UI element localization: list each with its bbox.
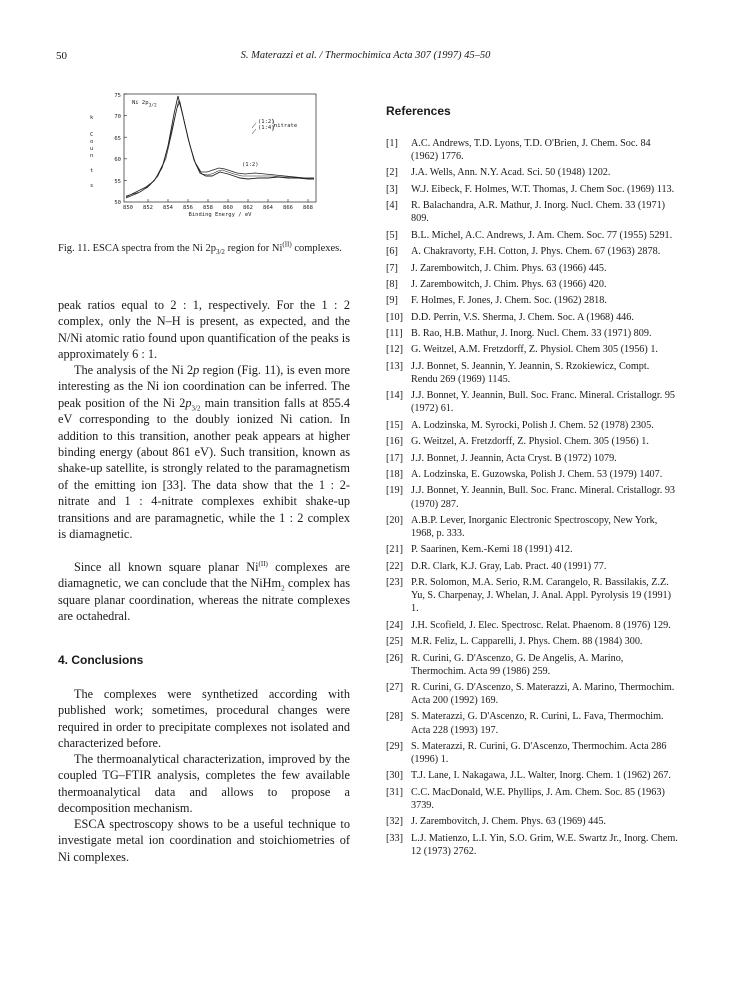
x-tick-label: 852 — [143, 205, 153, 211]
reference-item — [386, 786, 678, 812]
x-tick-label: 850 — [123, 205, 133, 211]
reference-text: G. Weitzel, A. Fretzdorff, Z. Physiol. Chem. 305 (1956) 1. — [411, 436, 649, 448]
reference-number: [6] — [386, 246, 398, 258]
reference-text: J.H. Scofield, J. Elec. Spectrosc. Relat. Phaenom. 8 (1976) 129. — [411, 619, 671, 631]
reference-text: A. Lodzinska, M. Syrocki, Polish J. Chem. 52 (1978) 2305. — [411, 419, 654, 431]
reference-number: [15] — [386, 419, 403, 431]
reference-text: A.B.P. Lever, Inorganic Electronic Spectroscopy, New York, 1968, p. 333. — [411, 514, 658, 539]
y-label-char: t — [90, 168, 94, 174]
reference-text: B. Rao, H.B. Mathur, J. Inorg. Nucl. Chem. 33 (1971) 809. — [411, 328, 652, 340]
reference-item — [386, 311, 678, 324]
reference-number: [14] — [386, 390, 403, 402]
reference-text: L.J. Matienzo, L.I. Yin, S.O. Grim, W.E. Swartz Jr., Inorg. Chem. 12 (1973) 2762. — [411, 832, 678, 857]
x-tick-label: 866 — [283, 205, 293, 211]
y-tick-marks — [124, 94, 127, 180]
running-title: S. Materazzi et al. / Thermochimica Acta 307 (1997) 45–50 — [240, 50, 491, 61]
reference-item — [386, 652, 678, 678]
reference-item — [386, 832, 678, 858]
legend-label-a: (1:2) — [258, 119, 275, 125]
reference-number: [16] — [386, 436, 403, 448]
reference-item — [386, 560, 678, 573]
reference-number: [29] — [386, 740, 403, 752]
section-title: 4. Conclusions — [58, 653, 144, 667]
body-paragraph: The analysis of the Ni 2p region (Fig. 11), is even more interesting as the Ni ion coordination can be inferred. The peak position of the Ni $2p_{3/2}$ main transition falls at 855.4 eV corresponding to the doubly ionized Ni cation. In addition to this transition, another peak appears at higher binding energy (about 861 eV). Such transition, known as shake-up satellite, is strongly related to the paramagnetism of the emitting ion [33]. The data show that the 1 : 2-nitrate and 1 : 4-nitrate complexes exhibit shake-up transitions and are paramagnetic, while the 1 : 2 complex is diamagnetic. — [58, 363, 350, 542]
reference-number: [30] — [386, 770, 403, 782]
y-label-char: k — [90, 115, 94, 121]
x-ticks — [123, 205, 313, 211]
y-tick-label: 75 — [114, 93, 121, 99]
reference-number: [7] — [386, 262, 398, 274]
reference-item — [386, 278, 678, 291]
reference-number: [12] — [386, 344, 403, 356]
reference-item — [386, 468, 678, 481]
x-tick-label: 864 — [263, 205, 273, 211]
y-tick-label: 60 — [114, 157, 121, 163]
reference-item — [386, 245, 678, 258]
peak-label — [132, 100, 157, 109]
x-tick-label: 862 — [243, 205, 253, 211]
reference-list — [386, 137, 678, 861]
reference-number: [10] — [386, 311, 403, 323]
reference-item — [386, 343, 678, 356]
reference-item — [386, 294, 678, 307]
body-paragraph: ESCA spectroscopy shows to be a useful technique to investigate metal ion coordination and stoichiometries of Ni complexes. — [58, 817, 350, 864]
reference-number: [2] — [386, 167, 398, 179]
peak-label-main: Ni 2p — [132, 100, 149, 106]
reference-number: [23] — [386, 577, 403, 589]
reference-text: J. Zarembovitch, J. Chem. Phys. 63 (1969) 445. — [411, 816, 606, 828]
body-paragraph: peak ratios equal to 2 : 1, respectively. For the 1 : 2 complex, only the N–H is present, as expected, and the N/Ni atomic ratio found upon quantification of the peaks is approximately 6 : 1. — [58, 298, 350, 362]
curve-label: (1:2) — [242, 162, 259, 168]
legend-pointer — [252, 129, 256, 134]
reference-item — [386, 681, 678, 707]
reference-number: [8] — [386, 278, 398, 290]
reference-number: [1] — [386, 138, 398, 149]
reference-number: [11] — [386, 328, 403, 340]
reference-text: S. Materazzi, G. D'Ascenzo, R. Curini, L. Fava, Thermochim. Acta 228 (1993) 197. — [411, 711, 664, 736]
y-tick-label: 55 — [114, 179, 121, 185]
y-ticks — [114, 93, 121, 206]
reference-item — [386, 576, 678, 615]
reference-text: F. Holmes, F. Jones, J. Chem. Soc. (1962) 2818. — [411, 295, 607, 307]
reference-item — [386, 166, 678, 179]
reference-number: [3] — [386, 183, 398, 195]
reference-text: A. Chakravorty, F.H. Cotton, J. Phys. Chem. 67 (1963) 2878. — [411, 246, 661, 258]
legend-pointer — [252, 123, 256, 128]
reference-item — [386, 389, 678, 415]
reference-text: J. Zarembowitch, J. Chim. Phys. 63 (1966) 420. — [411, 278, 607, 290]
y-label-char: o — [90, 139, 94, 145]
reference-number: [5] — [386, 229, 398, 241]
reference-number: [31] — [386, 786, 403, 798]
reference-number: [32] — [386, 816, 403, 828]
y-label-char: n — [90, 153, 94, 159]
reference-number: [24] — [386, 619, 403, 631]
reference-text: A.C. Andrews, T.D. Lyons, T.D. O'Brien, J. Chem. Soc. 84 (1962) 1776. — [411, 138, 651, 163]
reference-text: C.C. MacDonald, W.E. Phyllips, J. Am. Chem. Soc. 85 (1963) 3739. — [411, 786, 665, 811]
reference-text: A. Lodzinska, E. Guzowska, Polish J. Chem. 53 (1979) 1407. — [411, 469, 663, 481]
reference-text: M.R. Feliz, L. Capparelli, J. Phys. Chem. 88 (1984) 300. — [411, 636, 643, 648]
reference-item — [386, 815, 678, 828]
reference-number: [22] — [386, 560, 403, 572]
reference-text: G. Weitzel, A.M. Fretzdorff, Z. Physiol. Chem 305 (1956) 1. — [411, 344, 658, 356]
x-tick-label: 856 — [183, 205, 193, 211]
y-axis-label — [90, 115, 94, 189]
reference-number: [33] — [386, 832, 403, 844]
reference-number: [18] — [386, 469, 403, 481]
page-number: 50 — [56, 50, 67, 62]
reference-text: W.J. Eibeck, F. Holmes, W.T. Thomas, J. Chem Soc. (1969) 113. — [411, 183, 675, 195]
reference-text: J.A. Wells, Ann. N.Y. Acad. Sci. 50 (1948) 1202. — [411, 167, 611, 179]
reference-text: J.J. Bonnet, S. Jeannin, Y. Jeannin, S. Rzokiewicz, Compt. Rendu 269 (1969) 1145. — [411, 360, 650, 385]
reference-number: [17] — [386, 452, 403, 464]
reference-number: [4] — [386, 200, 398, 212]
body-paragraph: The thermoanalytical characterization, improved by the coupled TG–FTIR analysis, completes the few available thermoanalytical data and allows to propose a decomposition mechanism. — [58, 752, 350, 816]
reference-item — [386, 435, 678, 448]
reference-text: J.J. Bonnet, Y. Jeannin, Bull. Soc. Franc. Mineral. Cristallogr. 95 (1972) 61. — [411, 390, 676, 415]
y-tick-label: 50 — [114, 200, 121, 206]
spectrum-curve-1-2 — [126, 96, 314, 197]
body-paragraph: The complexes were synthetized according with published work; sometimes, procedural changes were required in order to precipitate complexes not isolated and characterized before. — [58, 687, 350, 751]
legend-label-b: (1:4) — [258, 125, 275, 131]
reference-number: [13] — [386, 360, 403, 372]
reference-number: [9] — [386, 295, 398, 307]
reference-text: R. Curini, G. D'Ascenzo, S. Materazzi, A. Marino, Thermochim. Acta 200 (1992) 169. — [411, 682, 675, 707]
esca-spectrum-figure — [88, 88, 336, 238]
reference-text: R. Balachandra, A.R. Mathur, J. Inorg. Nucl. Chem. 33 (1971) 809. — [411, 200, 666, 225]
x-tick-label: 854 — [163, 205, 173, 211]
reference-text: S. Materazzi, R. Curini, G. D'Ascenzo, Thermochim. Acta 286 (1996) 1. — [411, 740, 667, 766]
reference-number: [27] — [386, 682, 403, 693]
reference-item — [386, 769, 678, 782]
y-tick-label: 70 — [114, 114, 121, 120]
reference-item — [386, 635, 678, 648]
reference-item — [386, 419, 678, 432]
reference-number: [21] — [386, 544, 403, 556]
reference-item — [386, 360, 678, 386]
reference-number: [19] — [386, 485, 403, 497]
reference-number: [28] — [386, 711, 403, 723]
reference-item — [386, 484, 678, 510]
reference-item — [386, 199, 678, 225]
reference-text: B.L. Michel, A.C. Andrews, J. Am. Chem. Soc. 77 (1955) 5291. — [411, 229, 673, 241]
reference-text: P. Saarinen, Kem.-Kemi 18 (1991) 412. — [411, 544, 573, 556]
reference-text: J.J. Bonnet, J. Jeannin, Acta Cryst. B (1972) 1079. — [411, 452, 617, 464]
reference-text: J.J. Bonnet, Y. Jeannin, Bull. Soc. Franc. Mineral. Cristallogr. 93 (1970) 287. — [411, 485, 676, 510]
reference-item — [386, 262, 678, 275]
reference-item — [386, 543, 678, 556]
reference-number: [26] — [386, 652, 403, 664]
reference-number: [20] — [386, 514, 403, 526]
reference-number: [25] — [386, 636, 403, 648]
reference-text: D.R. Clark, K.J. Gray, Lab. Pract. 40 (1991) 77. — [411, 560, 607, 572]
x-tick-label: 858 — [203, 205, 213, 211]
x-axis-label: Binding Energy / eV — [188, 212, 252, 218]
y-label-char: s — [90, 183, 94, 189]
y-tick-label: 65 — [114, 136, 121, 142]
reference-item — [386, 229, 678, 242]
reference-text: R. Curini, G. D'Ascenzo, G. De Angelis, A. Marino, Thermochim. Acta 99 (1986) 259. — [411, 652, 624, 677]
reference-item — [386, 183, 678, 196]
reference-item — [386, 452, 678, 465]
references-title: References — [386, 104, 451, 118]
reference-item — [386, 137, 678, 163]
spectrum-curve-1-4-nitrate — [126, 102, 314, 196]
y-label-char: C — [90, 132, 94, 138]
reference-text: D.D. Perrin, V.S. Sherma, J. Chem. Soc. A (1968) 446. — [411, 311, 634, 323]
x-tick-label: 860 — [223, 205, 233, 211]
spectrum-curve-1-2-nitrate — [126, 100, 314, 198]
reference-item — [386, 740, 678, 766]
reference-text: P.R. Solomon, M.A. Serio, R.M. Carangelo, R. Bassilakis, Z.Z. Yu, S. Charpenay, J. Whelan, J. Anal. Appl. Pyrolysis 19 (1991) 1. — [411, 577, 672, 615]
body-paragraph: Since all known square planar $Ni^{(II)}$ complexes are diamagnetic, we can conclude that the NiHm$_2$ complex has square planar coordination, whereas the nitrate complexes are octahedral. — [58, 559, 350, 624]
reference-item — [386, 710, 678, 736]
reference-item — [386, 619, 678, 632]
reference-item — [386, 327, 678, 340]
reference-text: J. Zarembowitch, J. Chim. Phys. 63 (1966) 445. — [411, 262, 607, 274]
plot-frame — [124, 94, 316, 202]
figure-caption: Fig. 11. ESCA spectra from the Ni $2p_{3/2}$ region for $Ni^{(II)}$ complexes. — [58, 240, 342, 257]
peak-label-sub: 3/2 — [148, 103, 157, 109]
reference-text: T.J. Lane, I. Nakagawa, J.L. Walter, Inorg. Chem. 1 (1962) 267. — [411, 770, 671, 782]
reference-item — [386, 514, 678, 540]
y-label-char: u — [90, 146, 94, 152]
legend-label-nitrate: nitrate — [274, 123, 298, 129]
x-tick-label: 868 — [303, 205, 313, 211]
x-tick-marks — [148, 199, 308, 202]
